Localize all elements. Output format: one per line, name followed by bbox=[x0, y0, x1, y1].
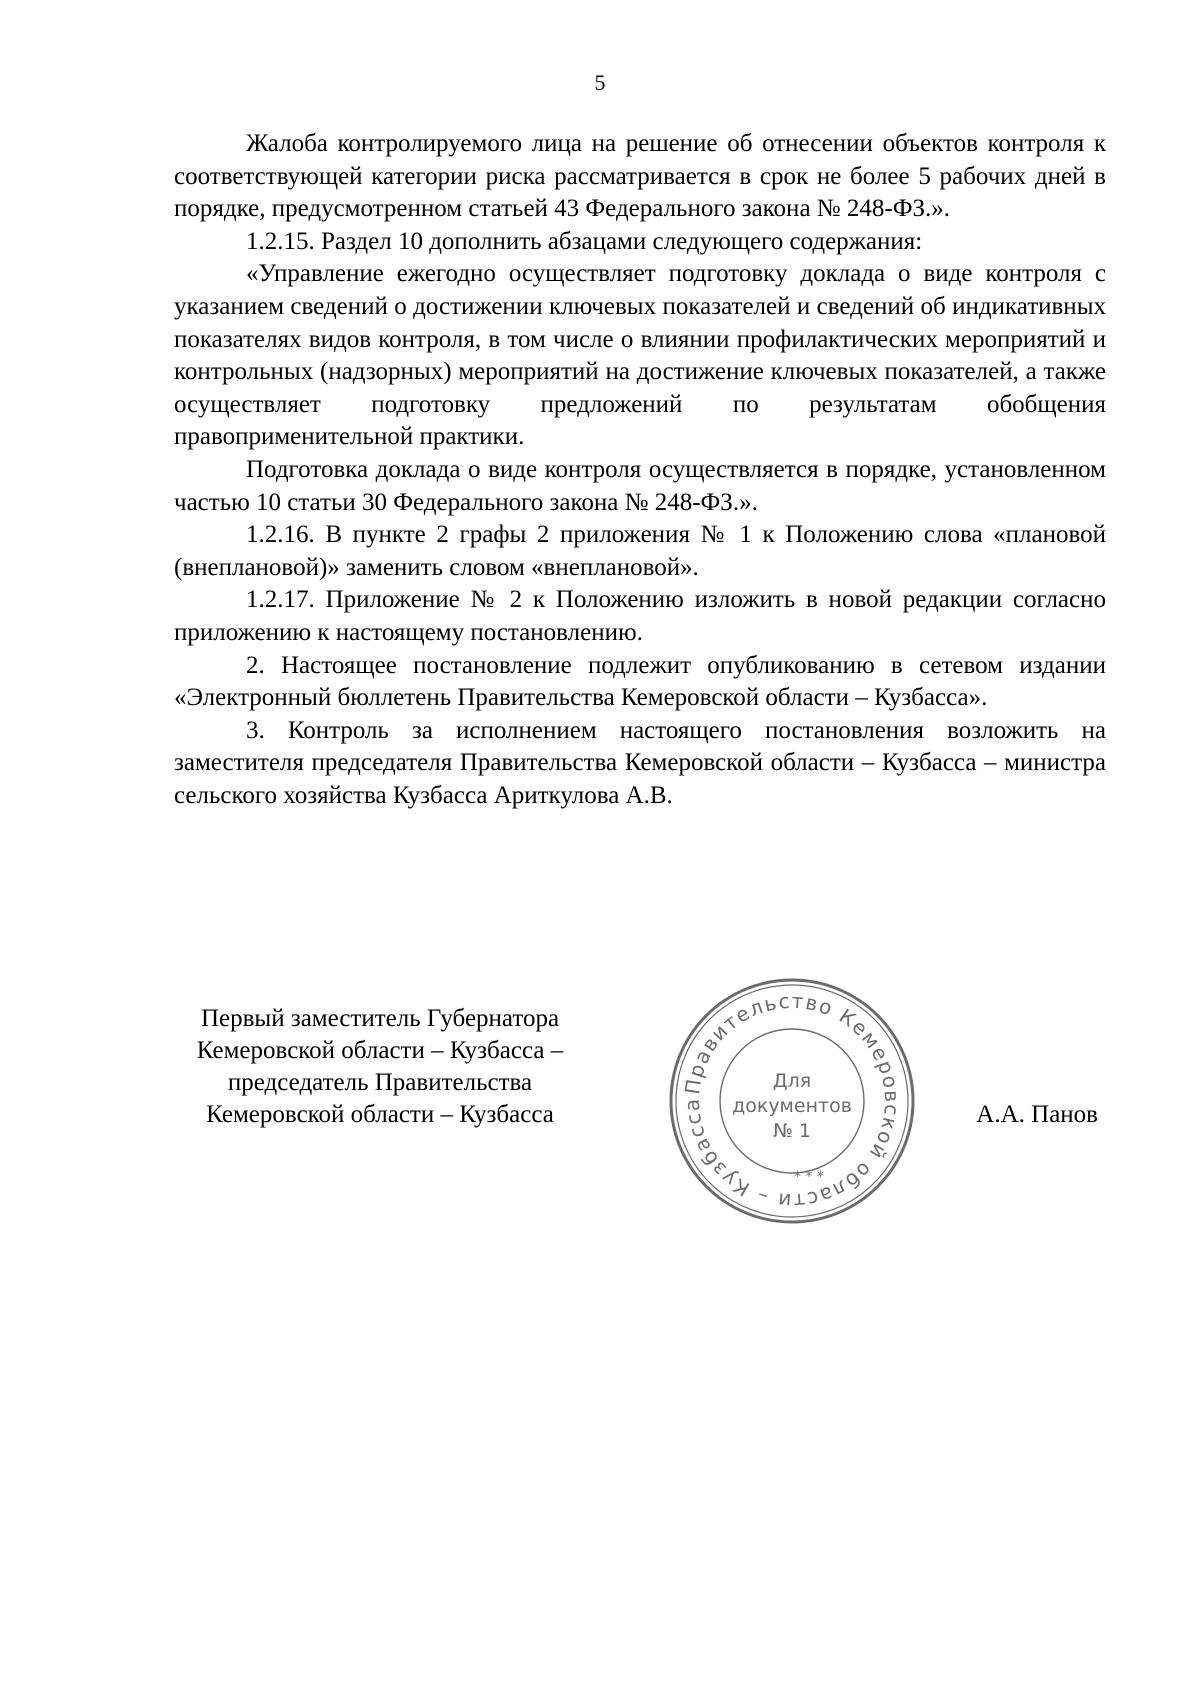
seal-center-line: документов bbox=[732, 1095, 852, 1117]
seal-stars: * * * bbox=[794, 1169, 824, 1185]
seal-ring-text: Правительство Кемеровской области – Кузбасса bbox=[679, 988, 905, 1214]
signatory-position-line: Кемеровской области – Кузбасса – bbox=[196, 1037, 564, 1064]
document-body bbox=[174, 128, 1106, 812]
paragraph-1-2-15: 1.2.15. Раздел 10 дополнить абзацами следующего содержания: bbox=[246, 227, 923, 255]
page-number: 5 bbox=[594, 70, 606, 95]
paragraph-complaint: Жалоба контролируемого лица на решение об отнесении объектов контроля к соответствующей категории риска рассматривается в срок не более 5 рабочих дней в порядке, предусмотренном статьей 43 Федерального закона № 248-ФЗ.». bbox=[174, 130, 1106, 223]
signatory-position bbox=[160, 1003, 600, 1131]
paragraph-report-order: Подготовка доклада о виде контроля осуществляется в порядке, установленном частью 10 статьи 30 Федерального закона № 248-ФЗ.». bbox=[174, 455, 1106, 516]
paragraph-1-2-17: 1.2.17. Приложение № 2 к Положению изложить в новой редакции согласно приложению к настоящему постановлению. bbox=[174, 586, 1106, 646]
signer-name: А.А. Панов bbox=[976, 1101, 1098, 1128]
seal-center-line: Для bbox=[772, 1070, 812, 1092]
signatory-position-line: Первый заместитель Губернатора bbox=[200, 1005, 560, 1032]
seal-graphic bbox=[667, 976, 917, 1226]
paragraph-publication: 2. Настоящее постановление подлежит опубликованию в сетевом издании «Электронный бюллетень Правительства Кемеровской области – Кузбасса». bbox=[174, 651, 1106, 712]
paragraph-1-2-16: 1.2.16. В пункте 2 графы 2 приложения № 1 к Положению слова «плановой (внеплановой)» заменить словом «внеплановой». bbox=[174, 521, 1106, 581]
paragraph-report-duty: «Управление ежегодно осуществляет подготовку доклада о виде контроля с указанием сведений о достижении ключевых показателей и сведений об индикативных показателях видов контроля, в том числе о влиянии профилактических мероприятий и контрольных (надзорных) мероприятий на достижение ключевых показателей, а также осуществляет подготовку предложений по результатам обобщения правоприменительной практики. bbox=[174, 260, 1106, 451]
official-seal-stamp bbox=[667, 976, 917, 1226]
signatory-position-line: Кемеровской области – Кузбасса bbox=[206, 1101, 554, 1128]
seal-center-line: № 1 bbox=[773, 1120, 811, 1142]
signatory-position-line: председатель Правительства bbox=[227, 1069, 533, 1096]
paragraph-control: 3. Контроль за исполнением настоящего постановления возложить на заместителя председателя Правительства Кемеровской области – Кузбасса – министра сельского хозяйства Кузбасса Ариткулова А.В. bbox=[174, 716, 1106, 809]
